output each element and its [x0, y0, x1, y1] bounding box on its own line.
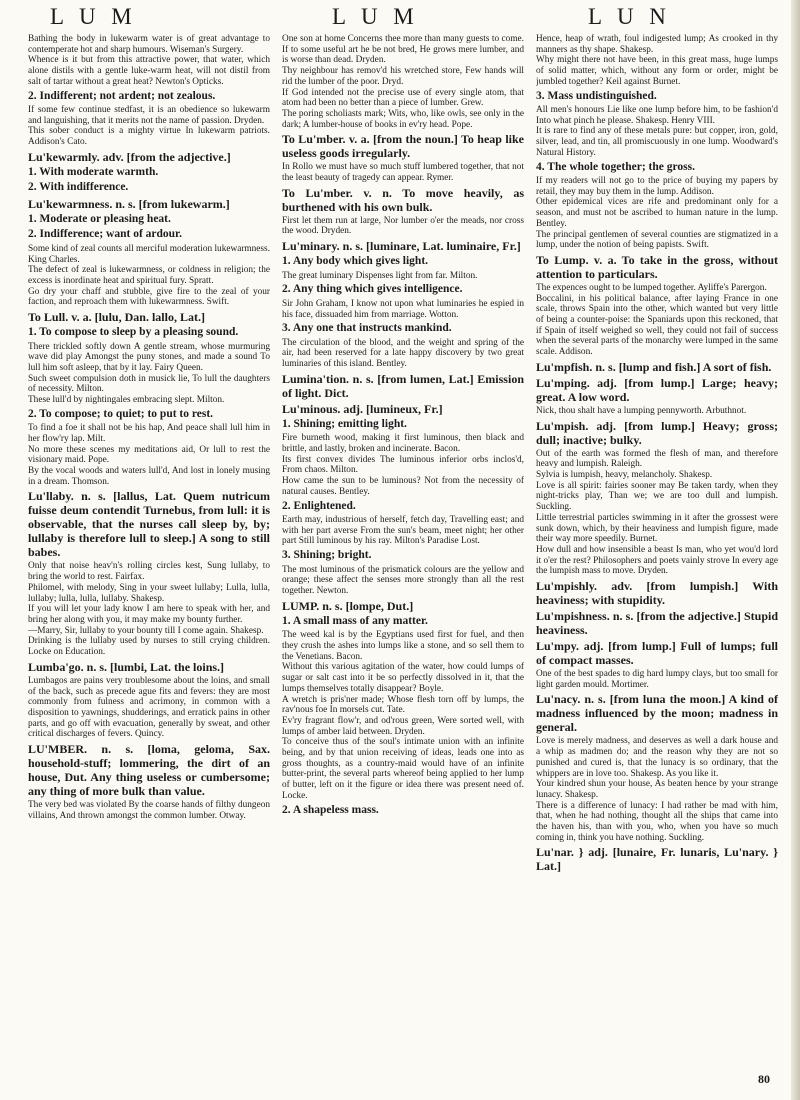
- entry-text: This sober conduct is a mighty virtue In lukewarm patriots. Addison's Cato.: [28, 126, 270, 148]
- running-header: [30, 4, 780, 36]
- entry-headword: Lu'mpishness. n. s. [from the adjective.] Stupid heaviness.: [536, 609, 778, 638]
- entry-headword: Lu'mping. adj. [from lump.] Large; heavy; great. A low word.: [536, 375, 778, 404]
- entry-text: Whence is it but from this attractive power, that water, which alone distils with a gentle luke-warm heat, will not distil from salt of tartar without a great heat? Newton's Opticks.: [28, 55, 270, 87]
- entry-headword: LU'MBER. n. s. [loma, geloma, Sax. household-stuff; lommering, the dirt of an house, Dut. Any thing useless or cumbersome; any thing of more bulk than value.: [28, 742, 270, 799]
- entry-text: Nick, thou shalt have a lumping pennyworth. Arbuthnot.: [536, 405, 747, 416]
- entry-headword: Lu'kewarmness. n. s. [from lukewarm.]: [28, 196, 230, 211]
- page-edge: [791, 0, 800, 1100]
- entry-sense: 3. Mass undistinguished.: [536, 89, 657, 102]
- entry-text: How came the sun to be luminous? Not from the necessity of natural causes. Bentley.: [282, 476, 524, 497]
- entry-headword: Lu'llaby. n. s. [lallus, Lat. Quem nutricum fuisse deum contendit Turnebus, from lull: it is observable, that the nurses call sleep by, by; lullaby is therefore lull to sleep.] A song to still babes.: [28, 489, 270, 560]
- entry-text: —Marry, Sir, lullaby to your bounty till I come again. Shakesp.: [28, 625, 264, 636]
- entry-text: It is rare to find any of these metals pure: but copper, iron, gold, silver, lead, and tin, all promiscuously in one lump. Woodward's Natural History.: [536, 126, 778, 158]
- entry-text: The poring scholiasts mark; Wits, who, like owls, see only in the dark; A lumber-house of books in ev'ry head. Pope.: [282, 108, 524, 130]
- entry-sense: 3. Any one that instructs mankind.: [282, 322, 452, 335]
- entry-text: If God intended not the precise use of every single atom, that atom had been no better than a piece of lumber. Grew.: [282, 87, 524, 109]
- entry-text: In Rollo we must have so much stuff lumbered together, that not the least beauty of tragedy can appear. Rymer.: [282, 162, 524, 184]
- entry-text: Sir John Graham, I know not upon what luminaries he espied in his face, dissuaded him from marriage. Wotton.: [282, 298, 524, 320]
- entry-text: There trickled softly down A gentle stream, whose murmuring wave did play Amongst the puny stones, and made a sound To lull him soft asleep, that by it lay. Fairy Queen.: [28, 341, 270, 373]
- entry-text: The principal gentlemen of several counties are stigmatized in a lump, under the notion of being papists. Swift.: [536, 229, 778, 251]
- entry-sense: 2. Any thing which gives intelligence.: [282, 283, 463, 296]
- entry-text: The expences ought to be lumped together. Ayliffe's Parergon.: [536, 282, 767, 293]
- entry-text: There is a difference of lunacy: I had rather be mad with him, that, when he had nothing, thought all the ships that came into the haven his, than with you, who, when you have so much coming in, think you have nothing. Suckling.: [536, 800, 778, 843]
- entry-text: A wretch is pris'ner made; Whose flesh torn off by lumps, the rav'nous foe In morsels cut. Tate.: [282, 694, 524, 716]
- entry-sense: 1. Moderate or pleasing heat.: [28, 212, 171, 225]
- entry-sense: 2. Indifference; want of ardour.: [28, 228, 182, 241]
- entry-sense: 2. With indifference.: [28, 181, 129, 194]
- entry-headword: Lu'mpfish. n. s. [lump and fish.] A sort of fish.: [536, 359, 772, 374]
- entry-text: Such sweet compulsion doth in musick lie, To lull the daughters of necessity. Milton.: [28, 373, 270, 395]
- entry-headword: Lu'mpishly. adv. [from lumpish.] With heaviness; with stupidity.: [536, 579, 778, 608]
- entry-text: Love is all spirit: fairies sooner may Be taken tardy, when they night-tricks play, Than we; we are too dull and lumpish. Suckling.: [536, 480, 778, 513]
- entry-text: Fire burneth wood, making it first luminous, then black and brittle, and lastly, broken and incinerate. Bacon.: [282, 433, 524, 455]
- entry-text: The weed kal is by the Egyptians used first for fuel, and then they crush the ashes into lumps like a stone, and so sell them to the Venetians. Bacon.: [282, 630, 524, 662]
- entry-text: Other epidemical vices are rife and predominant only for a season, and must not be ascribed to human nature in the lump. Bentley.: [536, 197, 778, 229]
- entry-text: Why might there not have been, in this great mass, huge lumps of solid matter, which, without any form or order, might be jumbled together? Keil against Burnet.: [536, 55, 778, 87]
- entry-text: Little terrestrial particles swimming in it after the grossest were sunk down, which, by their heaviness and lumpish figure, made their way more speedily. Burnet.: [536, 512, 778, 545]
- entry-text: The very bed was violated By the coarse hands of filthy dungeon villains, And thrown amongst the common lumber. Otway.: [28, 800, 270, 821]
- entry-headword: Lu'mpish. adj. [from lump.] Heavy; gross; dull; inactive; bulky.: [536, 418, 778, 447]
- entry-text: Some kind of zeal counts all merciful moderation lukewarmness. King Charles.: [28, 243, 270, 265]
- entry-text: Out of the earth was formed the flesh of man, and therefore heavy and lumpish. Raleigh.: [536, 448, 778, 470]
- entry-sense: 2. Indifferent; not ardent; not zealous.: [28, 89, 216, 102]
- entry-sense: 2. Enlightened.: [282, 499, 356, 512]
- entry-text: Ev'ry fragrant flow'r, and od'rous green, Were sorted well, with lumps of amber laid between. Dryden.: [282, 715, 524, 737]
- entry-headword: LUMP. n. s. [lompe, Dut.]: [282, 598, 414, 613]
- entry-headword: To Lu'mber. v. a. [from the noun.] To heap like useless goods irregularly.: [282, 132, 524, 161]
- entry-text: Bathing the body in lukewarm water is of great advantage to contemperate hot and sharp humours. Wiseman's Surgery.: [28, 34, 270, 55]
- header-right-guide-word: L U N: [588, 4, 671, 29]
- entry-text: Earth may, industrious of herself, fetch day, Travelling east; and with her part averse From the sun's beam, meet night; her other part Still luminous by his ray. Milton's Paradise Lost.: [282, 515, 524, 547]
- entry-sense: 1. To compose to sleep by a pleasing sound.: [28, 326, 239, 339]
- entry-sense: 2. To compose; to quiet; to put to rest.: [28, 407, 214, 420]
- entry-text: Without this various agitation of the water, how could lumps of sugar or salt cast into it be so perfectly dissolved in it, that the lumps themselves totally disappear? Boyle.: [282, 662, 524, 694]
- dictionary-column-left: [28, 34, 270, 1064]
- entry-headword: Lu'minary. n. s. [luminare, Lat. luminaire, Fr.]: [282, 239, 521, 254]
- entry-text: First let them run at large, Nor lumber o'er the meads, nor cross the wood. Dryden.: [282, 215, 524, 237]
- entry-sense: 1. Shining; emitting light.: [282, 417, 407, 430]
- entry-text: Love is merely madness, and deserves as well a dark house and a whip as madmen do; and the reason why they are not so punished and cured is, that the lunacy is so ordinary, that the whippers are in love too. Shakesp. As you like it.: [536, 736, 778, 779]
- entry-text: Lumbagos are pains very troublesome about the loins, and small of the back, such as precede ague fits and fevers: they are most commonly from fulness and acrimony, in common with a disposition to yawnings, shudderings, and erratick pains in other parts, and go off with evacuation, generally by sweat, and other critical discharges of fevers. Quincy.: [28, 675, 270, 740]
- entry-headword: Lu'nar. } adj. [lunaire, Fr. lunaris, Lu'nary. } Lat.]: [536, 845, 778, 874]
- entry-sense: 1. Any body which gives light.: [282, 255, 429, 268]
- entry-headword: Lu'kewarmly. adv. [from the adjective.]: [28, 149, 231, 164]
- entry-text: Only that noise heav'n's rolling circles kest, Sung lullaby, to bring the world to rest. Fairfax.: [28, 561, 270, 583]
- entry-headword: Lu'minous. adj. [lumineux, Fr.]: [282, 401, 443, 416]
- entry-text: How dull and how insensible a beast Is man, who yet wou'd lord it o'er the rest? Philosophers and poets vainly strove In every age the lumpish mass to move. Dryden.: [536, 544, 778, 577]
- entry-text: These lull'd by nightingales embracing slept. Milton.: [28, 395, 225, 406]
- entry-text: If my readers will not go to the price of buying my papers by retail, they may buy them in the lump. Addison.: [536, 176, 778, 197]
- entry-sense: 3. Shining; bright.: [282, 549, 372, 562]
- entry-text: Go dry your chaff and stubble, give fire to the zeal of your faction, and reproach them with lukewarmness. Swift.: [28, 286, 270, 308]
- entry-sense: 2. A shapeless mass.: [282, 803, 379, 816]
- entry-headword: Lumina'tion. n. s. [from lumen, Lat.] Emission of light. Dict.: [282, 371, 524, 400]
- entry-text: By the vocal woods and waters lull'd, And lost in lonely musing in a dream. Thomson.: [28, 466, 270, 487]
- dictionary-column-right: [536, 34, 778, 1064]
- entry-sense: 4. The whole together; the gross.: [536, 160, 695, 173]
- entry-text: The defect of zeal is lukewarmness, or coldness in religion; the excess is inordinate heat and spiritual fury. Spratt.: [28, 265, 270, 286]
- entry-text: Hence, heap of wrath, foul indigested lump; As crooked in thy manners as thy shape. Shakesp.: [536, 34, 778, 55]
- entry-headword: Lu'mpy. adj. [from lump.] Full of lumps; full of compact masses.: [536, 639, 778, 668]
- entry-text: If you will let your lady know I am here to speak with her, and bring her along with you, it may make my bounty further.: [28, 604, 270, 625]
- entry-text: To conceive thus of the soul's intimate union with an infinite being, and by that union receiving of ideas, leads one into as gross thoughts, as a country-maid would have of an infinite butter-print, the several parts whereof being applied to her lump of butter, left on it the figure or idea there was present need of. Locke.: [282, 737, 524, 801]
- page-number: 80: [758, 1072, 770, 1086]
- entry-text: The great luminary Dispenses light from far. Milton.: [282, 270, 478, 281]
- entry-sense: 1. With moderate warmth.: [28, 165, 159, 178]
- entry-sense: 1. A small mass of any matter.: [282, 614, 428, 627]
- entry-text: Your kindred shun your house, As beaten hence by your strange lunacy. Shakesp.: [536, 779, 778, 800]
- dictionary-column-middle: [282, 34, 524, 1064]
- entry-text: No more these scenes my meditations aid, Or lull to rest the visionary maid. Pope.: [28, 444, 270, 466]
- entry-headword: To Lull. v. a. [lulu, Dan. lallo, Lat.]: [28, 310, 205, 325]
- entry-text: Its first convex divides The luminous inferior orbs inclos'd, From chaos. Milton.: [282, 454, 524, 476]
- entry-headword: To Lu'mber. v. n. To move heavily, as burthened with his own bulk.: [282, 185, 524, 214]
- entry-headword: Lu'nacy. n. s. [from luna the moon.] A kind of madness influenced by the moon; madness in general.: [536, 692, 778, 735]
- header-left-guide-word: L U M: [50, 4, 137, 29]
- entry-text: Thy neighbour has remov'd his wretched store, Few hands will rid the lumber of the poor. Dryd.: [282, 66, 524, 87]
- entry-text: One of the best spades to dig hard lumpy clays, but too small for light garden mould. Mortimer.: [536, 669, 778, 690]
- entry-headword: To Lump. v. a. To take in the gross, without attention to particulars.: [536, 252, 778, 281]
- entry-text: Sylvia is lumpish, heavy, melancholy. Shakesp.: [536, 469, 713, 480]
- entry-text: Philomel, with melody, Sing in your sweet lullaby; Lulla, lulla, lullaby; lulla, lulla, lullaby. Shakesp.: [28, 582, 270, 604]
- entry-text: The most luminous of the prismatick colours are the yellow and orange; these affect the senses more strongly than all the rest together. Newton.: [282, 564, 524, 597]
- entry-text: Drinking is the lullaby used by nurses to still crying children. Locke on Education.: [28, 636, 270, 658]
- entry-headword: Lumba'go. n. s. [lumbi, Lat. the loins.]: [28, 659, 225, 674]
- entry-text: If some few continue stedfast, it is an obedience so lukewarm and languishing, that it merits not the name of passion. Dryden.: [28, 105, 270, 126]
- entry-text: The circulation of the blood, and the weight and spring of the air, had been reserved for a late happy discovery by two great luminaries of this island. Bentley.: [282, 337, 524, 370]
- entry-text: All men's honours Lie like one lump before him, to be fashion'd Into what pinch he please. Shakesp. Henry VIII.: [536, 105, 778, 126]
- entry-text: One son at home Concerns thee more than many guests to come. If to some useful art he be not bred, He grows mere lumber, and is worse than dead. Dryden.: [282, 34, 524, 66]
- entry-text: To find a foe it shall not be his hap, And peace shall lull him in her flow'ry lap. Milt.: [28, 423, 270, 444]
- entry-text: Boccalini, in his political balance, after laying France in one scale, throws Spain into the other, which wanted but very little of being a counter-poise: the Spaniards upon this reckoned, that if Spain of itself weighed so well, they could not fail of success when the several parts of the monarchy were lumped in the same scale. Addison.: [536, 293, 778, 358]
- header-center-guide-word: L U M: [332, 4, 419, 29]
